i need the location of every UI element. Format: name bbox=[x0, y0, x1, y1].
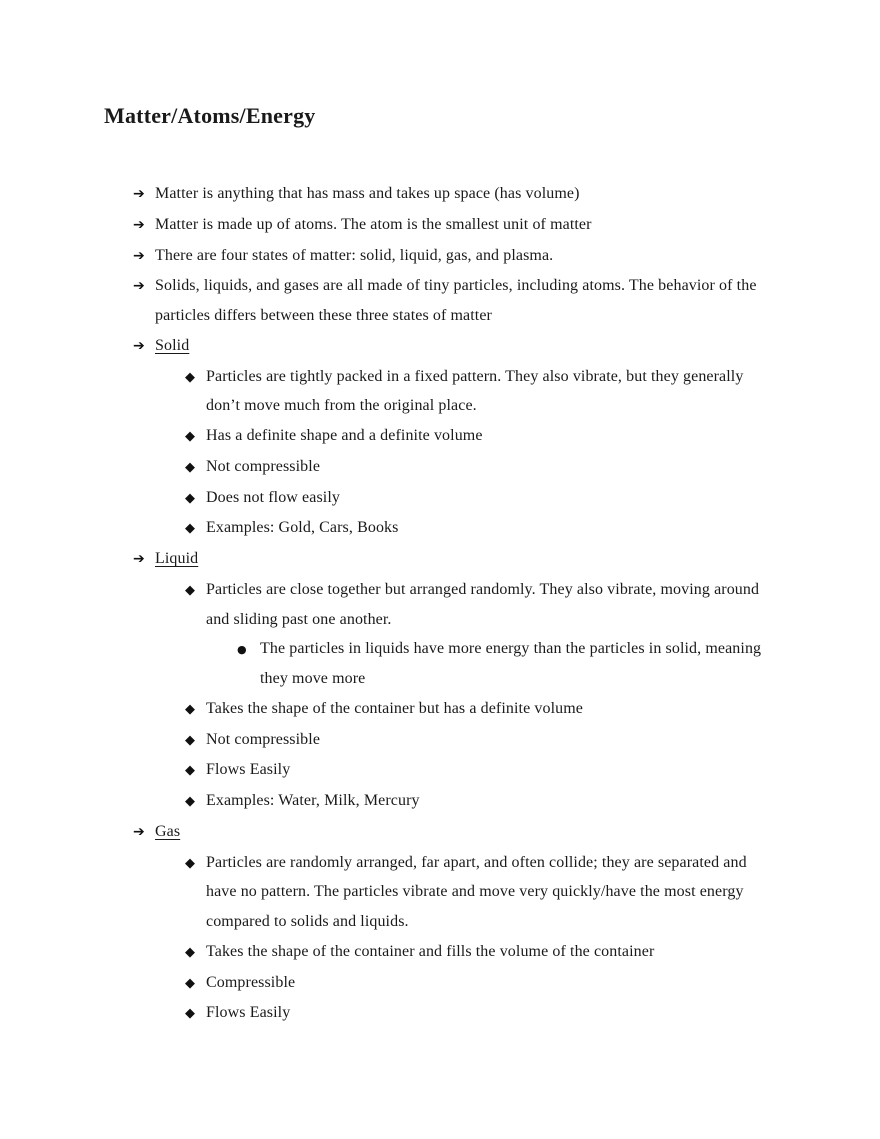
list-item bbox=[185, 483, 880, 514]
diamond-bullet-icon: ◆ bbox=[185, 855, 195, 871]
list-item-text: Takes the shape of the container but has a definite volume bbox=[206, 699, 583, 717]
list-item-text: Flows Easily bbox=[206, 1004, 291, 1022]
list-item-text: Particles are tightly packed in a fixed pattern. They also vibrate, but they generally don’t move much from the original place. bbox=[206, 367, 744, 415]
list-item-text: Solids, liquids, and gases are all made of tiny particles, including atoms. The behavior of the particles differs between these three states of matter bbox=[155, 277, 757, 324]
arrow-bullet-icon: ➔ bbox=[133, 216, 145, 233]
diamond-bullet-icon: ◆ bbox=[185, 582, 195, 598]
list-item-text: Examples: Water, Milk, Mercury bbox=[206, 792, 420, 809]
diamond-bullet-icon: ◆ bbox=[185, 794, 195, 809]
list-item-text: Particles are randomly arranged, far apart, and often collide; they are separated and have no pattern. The particles vibrate and move very quickly/have the most energy compared to solids and liquids. bbox=[206, 853, 747, 930]
list-item-text: Does not flow easily bbox=[206, 488, 340, 506]
diamond-bullet-icon: ◆ bbox=[185, 701, 195, 717]
list-item bbox=[133, 271, 880, 331]
list-item-text: Not compressible bbox=[206, 457, 321, 475]
list-item bbox=[185, 755, 880, 786]
list-item-text: Not compressible bbox=[206, 730, 321, 748]
list-item bbox=[133, 544, 880, 575]
list-item bbox=[185, 421, 880, 452]
arrow-bullet-icon: ➔ bbox=[133, 551, 145, 567]
arrow-bullet-icon: ➔ bbox=[133, 823, 145, 840]
list-item-text: Liquid bbox=[155, 550, 199, 567]
diamond-bullet-icon: ◆ bbox=[185, 944, 195, 960]
list-item bbox=[185, 575, 880, 635]
diamond-bullet-icon: ◆ bbox=[185, 459, 195, 475]
list-item-text: Particles are close together but arranged randomly. They also vibrate, moving around and sliding past one another. bbox=[206, 580, 760, 628]
arrow-bullet-icon: ➔ bbox=[133, 186, 145, 202]
list-item bbox=[185, 513, 880, 544]
list-item-text: Examples: Gold, Cars, Books bbox=[206, 519, 399, 537]
list-item-text: The particles in liquids have more energy than the particles in solid, meaning they move more bbox=[260, 640, 762, 687]
list-item bbox=[133, 210, 880, 241]
list-item bbox=[185, 848, 880, 937]
list-item-text: Flows Easily bbox=[206, 761, 291, 779]
list-item bbox=[133, 241, 880, 272]
arrow-bullet-icon: ➔ bbox=[133, 247, 145, 264]
list-item bbox=[237, 634, 880, 694]
arrow-bullet-icon: ➔ bbox=[133, 337, 145, 354]
list-item bbox=[185, 998, 880, 1029]
list-item-text: Compressible bbox=[206, 973, 296, 991]
diamond-bullet-icon: ◆ bbox=[185, 1006, 195, 1022]
dot-bullet-icon: ● bbox=[237, 643, 247, 657]
list-item-text: Matter is made up of atoms. The atom is the smallest unit of matter bbox=[155, 215, 592, 233]
diamond-bullet-icon: ◆ bbox=[185, 429, 195, 444]
list-item-text: Takes the shape of the container and fills the volume of the container bbox=[206, 942, 655, 960]
diamond-bullet-icon: ◆ bbox=[185, 521, 195, 537]
list-item bbox=[185, 968, 880, 999]
list-item-text: There are four states of matter: solid, liquid, gas, and plasma. bbox=[155, 246, 554, 264]
list-item bbox=[185, 362, 880, 422]
list-item-text: Gas bbox=[155, 822, 181, 840]
diamond-bullet-icon: ◆ bbox=[185, 369, 195, 385]
list-item bbox=[185, 725, 880, 756]
list-item-text: Has a definite shape and a definite volume bbox=[206, 427, 483, 444]
list-item bbox=[185, 937, 880, 968]
list-item bbox=[133, 179, 880, 210]
list-item-text: Matter is anything that has mass and takes up space (has volume) bbox=[155, 185, 580, 202]
list-item bbox=[133, 331, 880, 362]
list-item-text: Solid bbox=[155, 336, 190, 354]
list-item bbox=[185, 452, 880, 483]
diamond-bullet-icon: ◆ bbox=[185, 732, 195, 748]
list-item bbox=[185, 786, 880, 817]
diamond-bullet-icon: ◆ bbox=[185, 490, 195, 506]
page-title: Matter/Atoms/Energy bbox=[104, 103, 316, 128]
list-item bbox=[133, 817, 880, 848]
list-item bbox=[185, 694, 880, 725]
arrow-bullet-icon: ➔ bbox=[133, 278, 145, 295]
diamond-bullet-icon: ◆ bbox=[185, 763, 195, 779]
diamond-bullet-icon: ◆ bbox=[185, 975, 195, 991]
document-list bbox=[0, 179, 880, 1029]
